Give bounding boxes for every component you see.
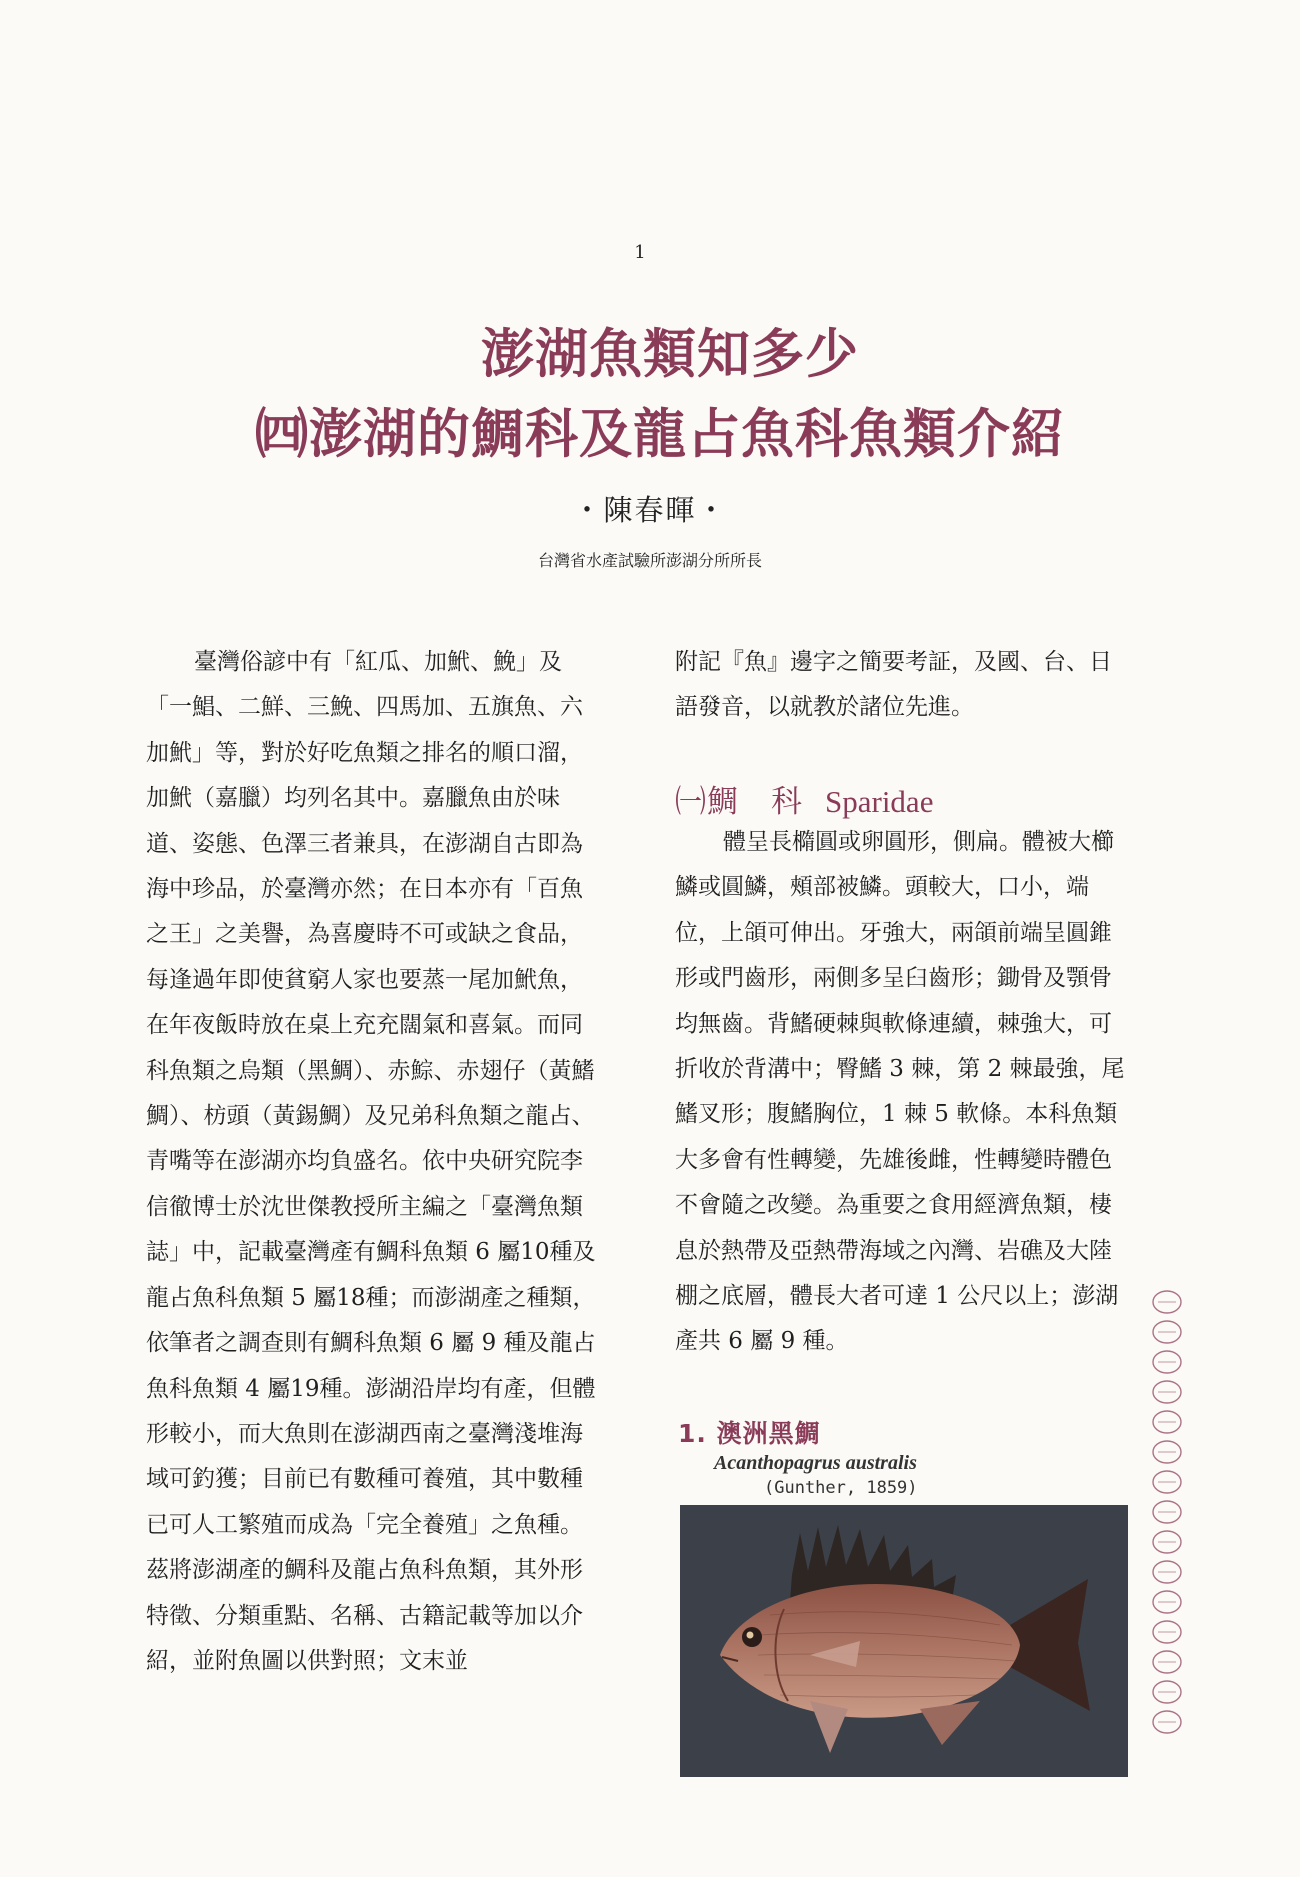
section-heading bbox=[675, 776, 1135, 821]
article-subtitle: ㈣澎湖的鯛科及龍占魚科魚類介紹 bbox=[255, 404, 1065, 465]
continuation-paragraph: 附記『魚』邊字之簡要考証，及國、台、日語發音，以就教於諸位先進。 bbox=[675, 649, 1112, 721]
author-name: ・陳春暉・ bbox=[572, 493, 728, 527]
article-title: 澎湖魚類知多少 bbox=[481, 324, 859, 385]
section-heading-latin: Sparidae bbox=[825, 784, 934, 819]
section-heading-chinese: ㈠鯛 科 bbox=[675, 784, 803, 820]
decorative-border-icon bbox=[1148, 1288, 1186, 1748]
species-author-year: (Gunther, 1859) bbox=[764, 1478, 918, 1498]
fish-photo bbox=[680, 1505, 1128, 1777]
sparidae-description: 體呈長橢圓或卵圓形，側扁。體被大櫛鱗或圓鱗，頰部被鱗。頭較大，口小，端位，上頜可伸出。牙強大，兩頜前端呈圓錐形或門齒形，兩側多呈臼齒形；鋤骨及顎骨均無齒。背鰭硬棘與軟條連續，棘強大，可折收於背溝中；臀鰭 3 棘，第 2 棘最強，尾鰭叉形；腹鰭胸位，1 棘 5 軟條。本科魚類大多會有性轉變，先雄後雌，性轉變時體色不會隨之改變。為重要之食用經濟魚類，棲息於熱帶及亞熱帶海域之內灣、岩礁及大陸棚之底層，體長大者可達 1 公尺以上；澎湖產共 6 屬 9 種。 bbox=[675, 829, 1125, 1355]
species-scientific-name: Acanthopagrus australis bbox=[714, 1452, 917, 1474]
left-column bbox=[146, 640, 596, 1684]
species-title: 1. 澳洲黑鯛 bbox=[678, 1419, 821, 1448]
fish-photo-icon bbox=[680, 1505, 1128, 1777]
intro-paragraph: 臺灣俗諺中有「紅瓜、加鮘、鮸」及「一鯧、二鮮、三鮸、四馬加、五旗魚、六加鮘」等，對於好吃魚類之排名的順口溜，加鮘（嘉臘）均列名其中。嘉臘魚由於味道、姿態、色澤三者兼具，在澎湖自古即為海中珍品，於臺灣亦然；在日本亦有「百魚之王」之美譽，為喜慶時不可或缺之食品，每逢過年即使貧窮人家也要蒸一尾加鮘魚，在年夜飯時放在桌上充充闊氣和喜氣。而同科魚類之烏類（黑鯛）、赤鯮、赤翅仔（黃鰭鯛）、枋頭（黃錫鯛）及兄弟科魚類之龍占、青嘴等在澎湖亦均負盛名。依中央研究院李信徹博士於沈世傑教授所主編之「臺灣魚類誌」中，記載臺灣產有鯛科魚類 6 屬10種及龍占魚科魚類 5 屬18種；而澎湖產之種類，依筆者之調查則有鯛科魚類 6 屬 9 種及龍占魚科魚類 4 屬19種。澎湖沿岸均有產，但體形較小，而大魚則在澎湖西南之臺灣淺堆海域可釣獲；目前已有數種可養殖，其中數種已可人工繁殖而成為「完全養殖」之魚種。茲將澎湖產的鯛科及龍占魚科魚類，其外形特徵、分類重點、名稱、古籍記載等加以介紹，並附魚圖以供對照；文末並 bbox=[146, 649, 596, 1674]
page-number: 1 bbox=[634, 242, 646, 263]
right-column-continuation bbox=[675, 640, 1130, 731]
section-body bbox=[675, 820, 1130, 1365]
author-affiliation: 台灣省水產試驗所澎湖分所所長 bbox=[537, 551, 762, 570]
